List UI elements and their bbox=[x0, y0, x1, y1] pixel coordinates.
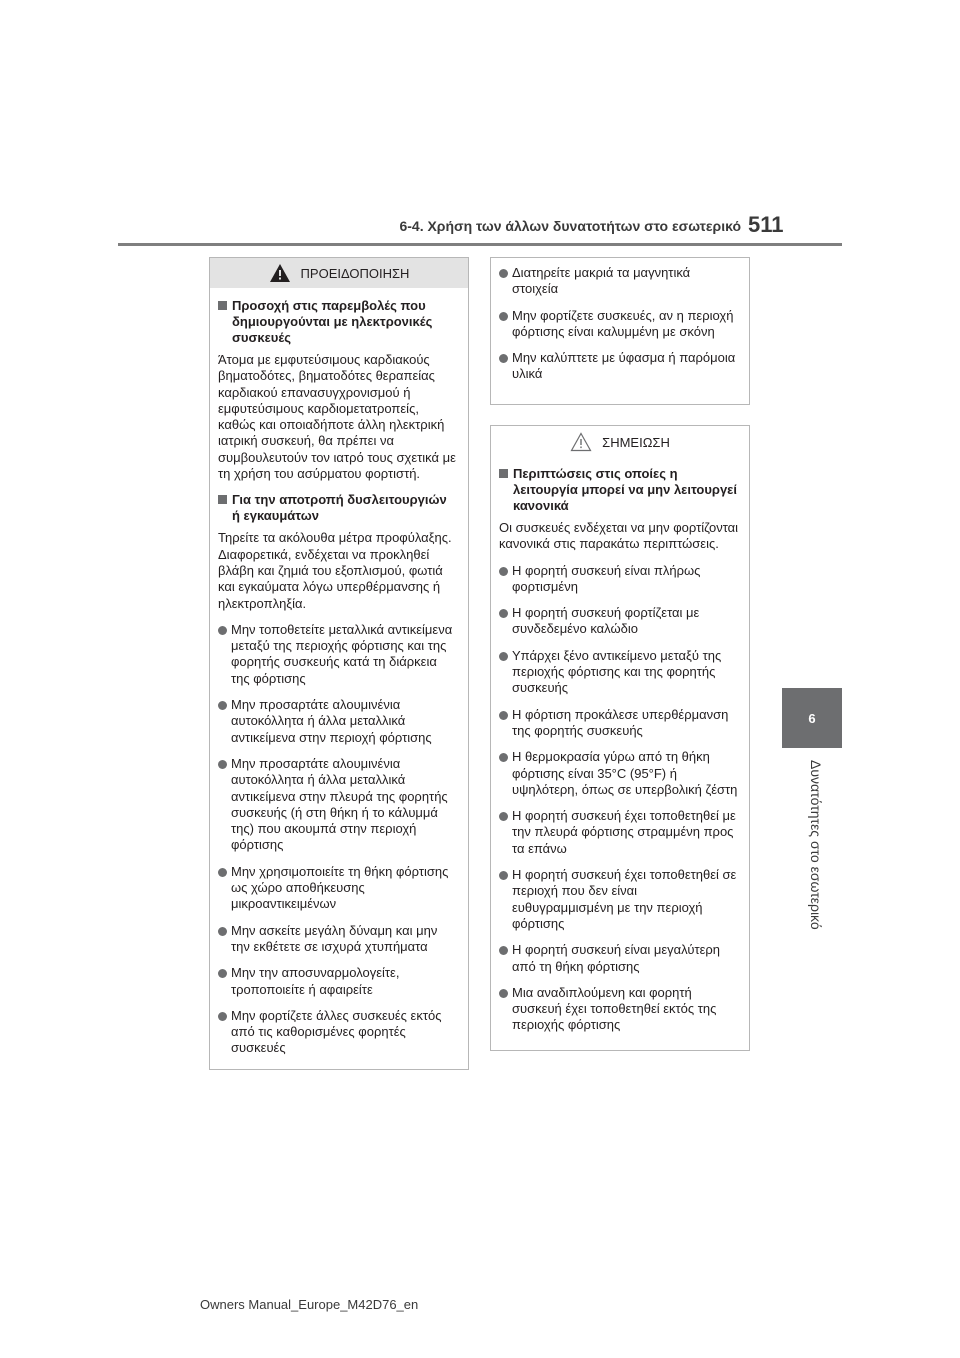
notice-section-heading bbox=[499, 466, 739, 514]
bullet-dot-icon bbox=[499, 812, 508, 821]
square-bullet-icon bbox=[218, 495, 227, 504]
list-item bbox=[218, 864, 458, 913]
notice-triangle-icon bbox=[570, 432, 592, 452]
warning-triangle-icon bbox=[269, 263, 291, 283]
list-item-text: Μην χρησιμοποιείτε τη θήκη φόρτισης ως χώρο αποθήκευσης μικροαντικειμένων bbox=[231, 863, 449, 912]
notice-box bbox=[490, 425, 750, 1051]
list-item-text: Η φορητή συσκευή έχει τοποθετηθεί σε περιοχή που δεν είναι ευθυγραμμισμένη με την περιοχή φόρτισης bbox=[512, 867, 737, 931]
list-item bbox=[218, 923, 458, 956]
bullet-dot-icon bbox=[499, 871, 508, 880]
notice-section-text: Οι συσκευές ενδέχεται να μην φορτίζονται κανονικά στις παρακάτω περιπτώσεις. bbox=[499, 520, 739, 552]
list-item-text: Η φορητή συσκευή είναι πλήρως φορτισμένη bbox=[512, 562, 701, 594]
list-item bbox=[499, 350, 739, 383]
bullet-dot-icon bbox=[499, 312, 508, 321]
square-bullet-icon bbox=[499, 469, 508, 478]
list-item bbox=[499, 985, 739, 1034]
chapter-side-title: Δυνατότητες στο εσωτερικό bbox=[808, 760, 824, 930]
list-item-text: Η θερμοκρασία γύρω από τη θήκη φόρτισης είναι 35°C (95°F) ή υψηλότερη, όπως σε υπερβολική ζέστη bbox=[512, 749, 738, 797]
bullet-dot-icon bbox=[499, 269, 508, 278]
notice-section-title: Περιπτώσεις στις οποίες η λειτουργία μπορεί να μην λειτουργεί κανονικά bbox=[513, 466, 737, 513]
bullet-dot-icon bbox=[499, 946, 508, 955]
list-item bbox=[499, 942, 739, 975]
list-item bbox=[499, 308, 739, 341]
warning-section-title: Προσοχή στις παρεμβολές που δημιουργούνται με ηλεκτρονικές συσκευές bbox=[232, 298, 433, 345]
list-item bbox=[499, 808, 739, 857]
warning-box-header bbox=[210, 258, 468, 288]
list-item bbox=[218, 756, 458, 854]
warning-section-title: Για την αποτροπή δυσλειτουργιών ή εγκαυμάτων bbox=[232, 492, 447, 524]
bullet-dot-icon bbox=[218, 868, 227, 877]
warning-section-heading bbox=[218, 492, 458, 524]
list-item bbox=[218, 697, 458, 746]
warning-heading: ΠΡΟΕΙΔΟΠΟΙΗΣΗ bbox=[300, 265, 410, 281]
list-item-text: Η φόρτιση προκάλεσε υπερθέρμανση της φορητής συσκευής bbox=[512, 706, 729, 738]
list-item-text: Μην προσαρτάτε αλουμινένια αυτοκόλλητα ή άλλα μεταλλικά αντικείμενα στην πλευρά της φορητής συσκευής (ή στη θήκη ή το κάλυμμά της) που ακουμπά στην περιοχή φόρτισης bbox=[231, 755, 448, 853]
list-item-text: Η φορητή συσκευή φορτίζεται με συνδεδεμένο καλώδιο bbox=[512, 605, 700, 637]
list-item bbox=[499, 648, 739, 697]
header-divider bbox=[118, 243, 842, 246]
bullet-dot-icon bbox=[218, 927, 227, 936]
bullet-dot-icon bbox=[218, 760, 227, 769]
list-item-text: Μην τοποθετείτε μεταλλικά αντικείμενα μεταξύ της περιοχής φόρτισης και της φορητής συσκευής κατά τη διάρκεια της φόρτισης bbox=[231, 621, 453, 686]
warning-section-heading bbox=[218, 298, 458, 346]
list-item-text: Μην φορτίζετε άλλες συσκευές εκτός από τις καθορισμένες φορητές συσκευές bbox=[231, 1007, 442, 1056]
list-item-text: Μην ασκείτε μεγάλη δύναμη και μην την εκθέτετε σε ισχυρά χτυπήματα bbox=[231, 922, 438, 954]
list-item bbox=[499, 605, 739, 638]
list-item-text: Μην καλύπτετε με ύφασμα ή παρόμοια υλικά bbox=[512, 350, 736, 382]
bullet-dot-icon bbox=[218, 701, 227, 710]
list-item-text: Μην φορτίζετε συσκευές, αν η περιοχή φόρτισης είναι καλυμμένη με σκόνη bbox=[512, 307, 734, 339]
bullet-dot-icon bbox=[499, 989, 508, 998]
bullet-dot-icon bbox=[499, 652, 508, 661]
warning-box bbox=[209, 257, 469, 1070]
list-item bbox=[499, 265, 739, 298]
warning-section-text: Άτομα με εμφυτεύσιμους καρδιακούς βηματοδότες, βηματοδότες θεραπείας καρδιακού επανασυγχρονισμού ή εμφυτεύσιμους καρδιομετατροπείς, καθώς και οποιαδήποτε άλλη ηλεκτρική ιατρική συσκευή, θα πρέπει να συμβουλευτούν τον ιατρό τους σχετικά με τη χρήση του ασύρματου φορτιστή. bbox=[218, 352, 456, 482]
list-item-text: Μια αναδιπλούμενη και φορητή συσκευή έχει τοποθετηθεί εκτός της περιοχής φόρτισης bbox=[512, 984, 717, 1033]
list-item bbox=[499, 749, 739, 798]
list-item bbox=[218, 1008, 458, 1057]
bullet-dot-icon bbox=[499, 609, 508, 618]
chapter-tab[interactable] bbox=[782, 688, 842, 748]
bullet-dot-icon bbox=[499, 753, 508, 762]
square-bullet-icon bbox=[218, 301, 227, 310]
list-item bbox=[499, 707, 739, 740]
list-item bbox=[218, 965, 458, 998]
bullet-dot-icon bbox=[218, 626, 227, 635]
page-number: 511 bbox=[748, 212, 784, 237]
bullet-dot-icon bbox=[218, 969, 227, 978]
bullet-dot-icon bbox=[218, 1012, 227, 1021]
chapter-number: 6 bbox=[808, 710, 816, 726]
notice-heading: ΣΗΜΕΙΩΣΗ bbox=[602, 434, 670, 450]
warning-section-text: Τηρείτε τα ακόλουθα μέτρα προφύλαξης. Διαφορετικά, ενδέχεται να προκληθεί βλάβη και ζημιά του εξοπλισμού, φωτιά και εγκαύματα λόγω υπερθέρμανσης ή ηλεκτροπληξία. bbox=[218, 530, 452, 611]
list-item-text: Η φορητή συσκευή είναι μεγαλύτερη από τη θήκη φόρτισης bbox=[512, 942, 721, 974]
list-item-text: Μην προσαρτάτε αλουμινένια αυτοκόλλητα ή άλλα μεταλλικά αντικείμενα στην περιοχή φόρτισης bbox=[231, 697, 432, 745]
list-item-text: Διατηρείτε μακριά τα μαγνητικά στοιχεία bbox=[512, 265, 691, 297]
bullet-dot-icon bbox=[499, 354, 508, 363]
list-item-text: Υπάρχει ξένο αντικείμενο μεταξύ της περιοχής φόρτισης και της φορητής συσκευής bbox=[512, 647, 722, 696]
footer-manual-id: Owners Manual_Europe_M42D76_en bbox=[200, 1297, 419, 1312]
notice-box-header bbox=[491, 428, 749, 456]
bullet-dot-icon bbox=[499, 567, 508, 576]
list-item bbox=[218, 622, 458, 687]
list-item bbox=[499, 867, 739, 932]
section-title: 6-4. Χρήση των άλλων δυνατοτήτων στο εσωτερικό bbox=[399, 218, 741, 234]
bullet-dot-icon bbox=[499, 711, 508, 720]
list-item-text: Η φορητή συσκευή έχει τοποθετηθεί με την πλευρά φόρτισης στραμμένη προς τα επάνω bbox=[512, 808, 736, 856]
list-item-text: Μην την αποσυναρμολογείτε, τροποποιείτε ή αφαιρείτε bbox=[231, 965, 400, 997]
list-item bbox=[499, 563, 739, 596]
warning-continued-box bbox=[490, 257, 750, 405]
